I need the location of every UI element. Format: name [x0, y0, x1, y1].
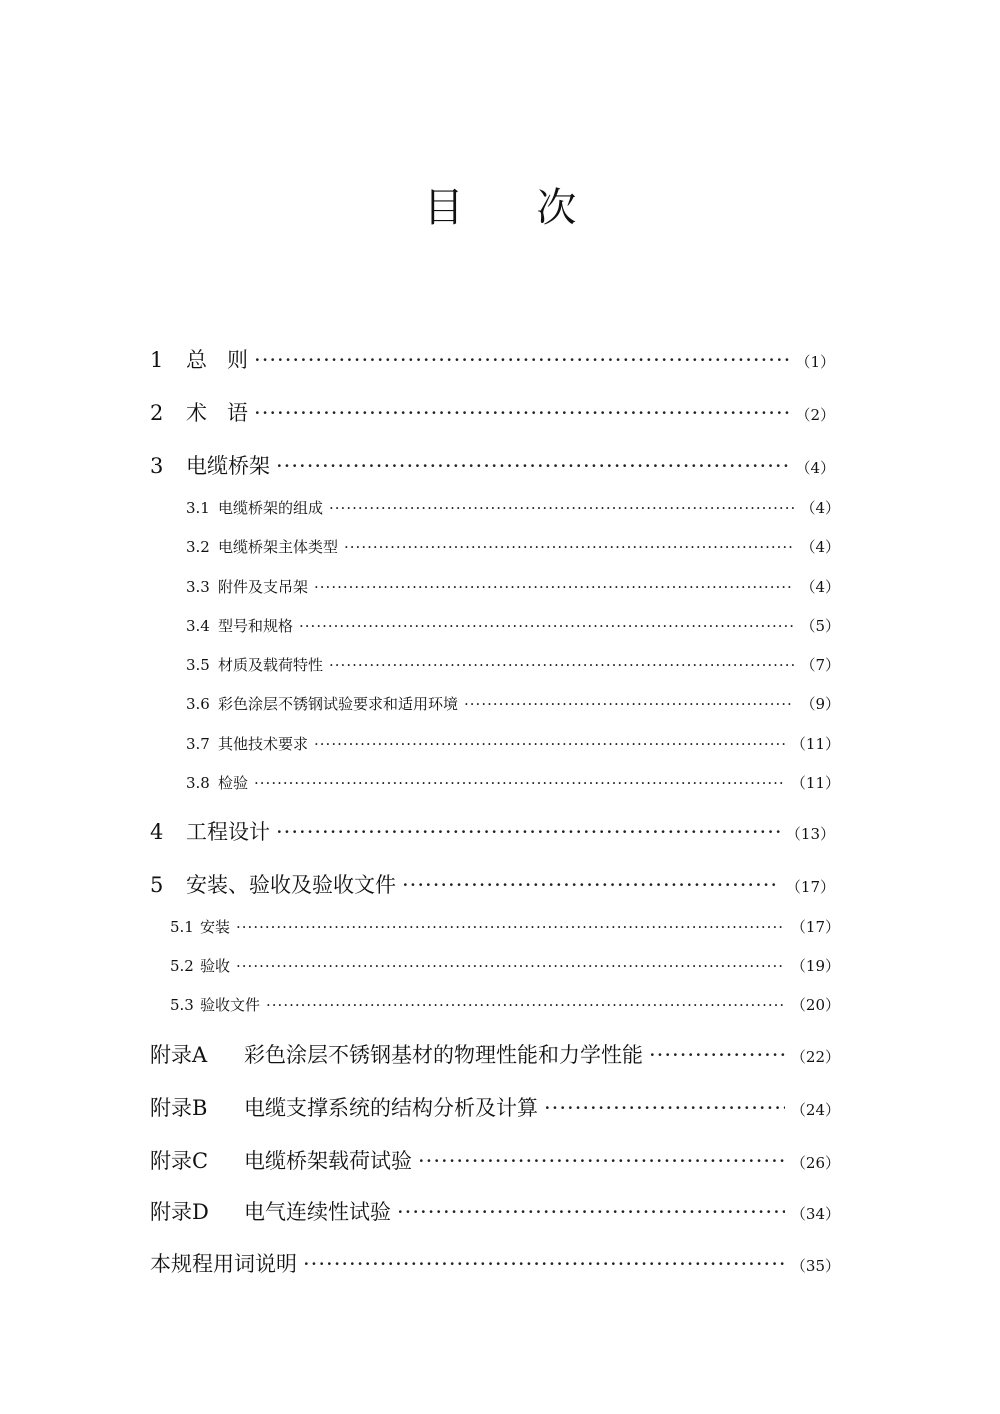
toc-entry-number: 附录D — [150, 1200, 209, 1224]
toc-entry-label: 检验 — [218, 774, 249, 792]
toc-entry-chapter-5[interactable] — [150, 869, 835, 899]
toc-entry-number: 3.8 — [186, 774, 210, 792]
toc-entry-page: （4） — [800, 499, 840, 517]
toc-leader-dots — [314, 735, 785, 753]
toc-entry-number: 3.5 — [186, 656, 210, 674]
toc-entry-number: 3 — [150, 454, 164, 478]
toc-entry-section-3-7[interactable] — [186, 733, 840, 754]
toc-leader-dots — [236, 918, 785, 936]
toc-entry-label: 电缆支撑系统的结构分析及计算 — [244, 1096, 538, 1120]
toc-entry-label: 术 语 — [186, 401, 249, 425]
toc-entry-page: （20） — [790, 996, 840, 1014]
toc-leader-dots — [329, 656, 794, 674]
toc-entry-section-3-2[interactable] — [186, 536, 840, 557]
toc-entry-number: 5.1 — [170, 918, 194, 936]
toc-entry-page: （2） — [795, 406, 835, 424]
toc-entry-page: （19） — [790, 957, 840, 975]
toc-leader-dots — [397, 1200, 785, 1224]
toc-entry-number: 3.4 — [186, 617, 210, 635]
toc-entry-number: 3.2 — [186, 538, 210, 556]
toc-entry-label: 验收 — [200, 957, 231, 975]
toc-entry-page: （17） — [785, 878, 835, 896]
toc-entry-section-3-3[interactable] — [186, 576, 840, 597]
toc-entry-chapter-3[interactable] — [150, 450, 835, 480]
toc-leader-dots — [254, 401, 789, 425]
toc-leader-dots — [236, 957, 785, 975]
toc-leader-dots — [254, 774, 785, 792]
toc-entry-page: （4） — [800, 578, 840, 596]
toc-leader-dots — [303, 1252, 785, 1276]
toc-entry-label: 电气连续性试验 — [244, 1200, 391, 1224]
toc-entry-label: 电缆桥架主体类型 — [218, 538, 339, 556]
toc-entry-label: 其他技术要求 — [218, 735, 309, 753]
toc-entry-page: （34） — [790, 1205, 840, 1223]
toc-entry-appendix-b[interactable] — [150, 1092, 840, 1122]
toc-leader-dots — [402, 873, 780, 897]
toc-entry-page: （7） — [800, 656, 840, 674]
toc-entry-section-3-5[interactable] — [186, 654, 840, 675]
toc-entry-number: 3.3 — [186, 578, 210, 596]
toc-entry-page: （35） — [790, 1257, 840, 1275]
toc-entry-label: 材质及载荷特性 — [218, 656, 324, 674]
toc-entry-page: （11） — [790, 774, 840, 792]
toc-entry-page: （9） — [800, 695, 840, 713]
toc-entry-label: 电缆桥架 — [186, 454, 270, 478]
toc-leader-dots — [649, 1043, 785, 1067]
toc-entry-section-3-4[interactable] — [186, 615, 840, 636]
toc-entry-number: 附录B — [150, 1096, 208, 1120]
toc-entry-number: 2 — [150, 401, 164, 425]
toc-entry-section-5-2[interactable] — [170, 955, 840, 976]
toc-entry-section-5-3[interactable] — [170, 994, 840, 1015]
toc-entry-number: 3.7 — [186, 735, 210, 753]
toc-leader-dots — [276, 820, 780, 844]
toc-entry-number: 5.3 — [170, 996, 194, 1014]
toc-entry-appendix-c[interactable] — [150, 1145, 840, 1175]
toc-entry-label: 彩色涂层不锈钢基材的物理性能和力学性能 — [244, 1043, 643, 1067]
toc-leader-dots — [544, 1096, 785, 1120]
toc-entry-label: 工程设计 — [186, 820, 270, 844]
toc-leader-dots — [266, 996, 785, 1014]
toc-entry-page: （24） — [790, 1101, 840, 1119]
toc-entry-number: 5.2 — [170, 957, 194, 975]
toc-entry-chapter-1[interactable] — [150, 344, 835, 374]
toc-entry-number: 附录A — [150, 1043, 208, 1067]
toc-leader-dots — [329, 499, 794, 517]
toc-leader-dots — [299, 617, 794, 635]
toc-entry-page: （26） — [790, 1154, 840, 1172]
toc-entry-number: 附录C — [150, 1149, 209, 1173]
toc-leader-dots — [314, 578, 794, 596]
toc-entry-number: 4 — [150, 820, 164, 844]
toc-entry-section-3-1[interactable] — [186, 497, 840, 518]
toc-leader-dots — [418, 1149, 785, 1173]
toc-entry-usage-explanation[interactable] — [150, 1248, 840, 1278]
toc-entry-page: （4） — [800, 538, 840, 556]
toc-leader-dots — [464, 695, 794, 713]
toc-entry-label: 本规程用词说明 — [150, 1252, 297, 1276]
toc-entry-label: 电缆桥架载荷试验 — [244, 1149, 412, 1173]
toc-entry-label: 附件及支吊架 — [218, 578, 309, 596]
toc-leader-dots — [254, 348, 789, 372]
toc-entry-page: （4） — [795, 459, 835, 477]
toc-entry-section-3-6[interactable] — [186, 693, 840, 714]
toc-entry-page: （22） — [790, 1048, 840, 1066]
toc-entry-page: （5） — [800, 617, 840, 635]
toc-entry-page: （17） — [790, 918, 840, 936]
toc-entry-appendix-a[interactable] — [150, 1039, 840, 1069]
toc-entry-section-3-8[interactable] — [186, 772, 840, 793]
toc-entry-label: 安装 — [200, 918, 231, 936]
toc-entry-label: 电缆桥架的组成 — [218, 499, 324, 517]
toc-leader-dots — [276, 454, 789, 478]
toc-entry-appendix-d[interactable] — [150, 1196, 840, 1226]
toc-entry-label: 总 则 — [186, 348, 249, 372]
toc-entry-label: 型号和规格 — [218, 617, 294, 635]
toc-entry-page: （1） — [795, 353, 835, 371]
toc-entry-chapter-4[interactable] — [150, 816, 835, 846]
toc-entry-number: 3.6 — [186, 695, 210, 713]
toc-leader-dots — [344, 538, 794, 556]
toc-entry-label: 安装、验收及验收文件 — [186, 873, 396, 897]
toc-entry-section-5-1[interactable] — [170, 916, 840, 937]
toc-entry-label: 验收文件 — [200, 996, 261, 1014]
toc-entry-number: 1 — [150, 348, 164, 372]
toc-entry-page: （11） — [790, 735, 840, 753]
toc-entry-number: 3.1 — [186, 499, 210, 517]
toc-entry-page: （13） — [785, 825, 835, 843]
page-title: 目 次 — [423, 185, 607, 231]
toc-entry-chapter-2[interactable] — [150, 397, 835, 427]
toc-entry-label: 彩色涂层不锈钢试验要求和适用环境 — [218, 695, 459, 713]
toc-entry-number: 5 — [150, 873, 164, 897]
